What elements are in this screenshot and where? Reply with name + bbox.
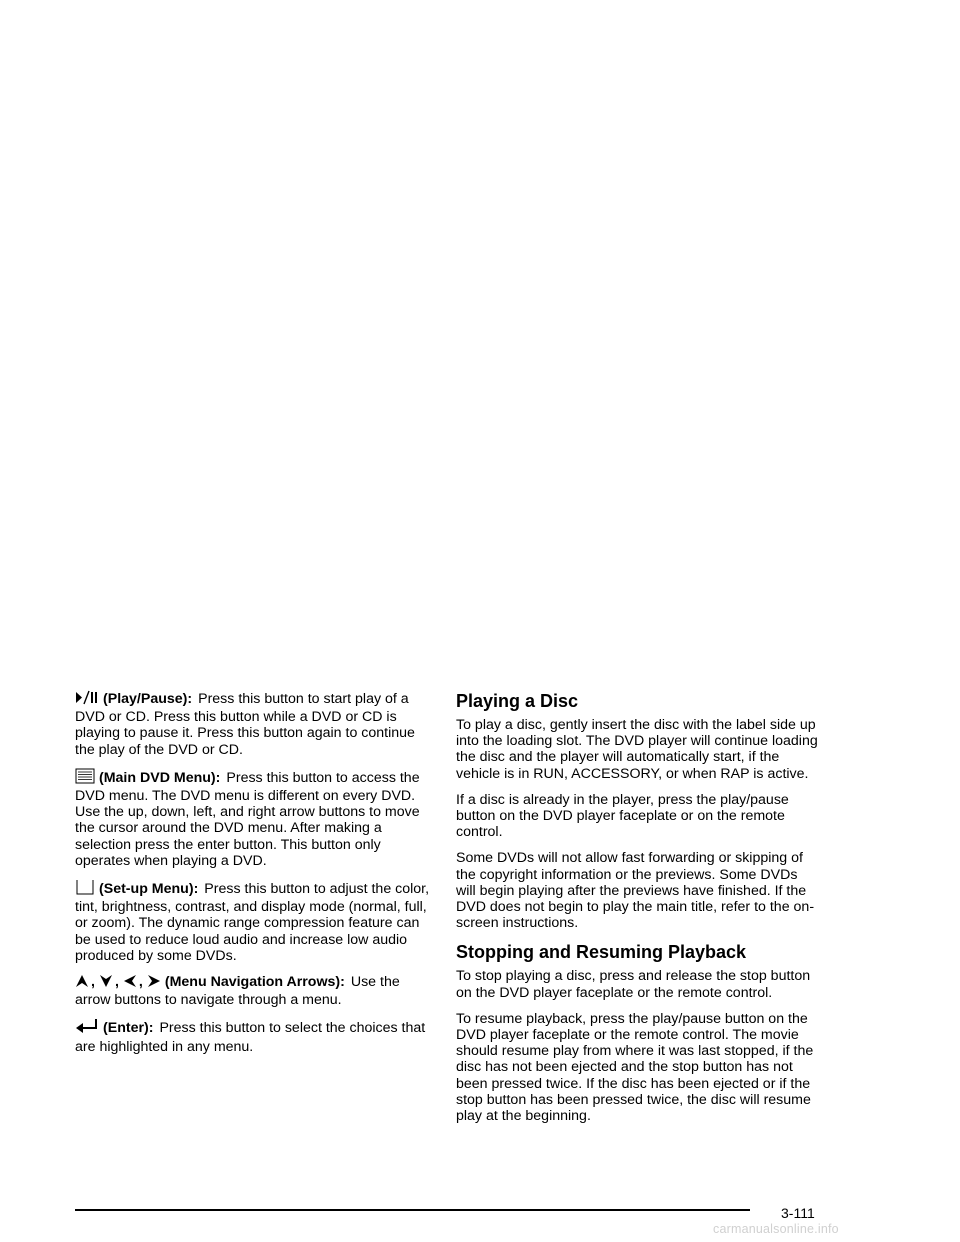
main-menu-icon [75, 768, 95, 788]
setup-menu-icon [75, 879, 95, 899]
play-pause-description [75, 690, 437, 758]
stopping-resuming-heading: Stopping and Resuming Playback [456, 942, 747, 963]
play-pause-icon [75, 690, 99, 709]
right-arrow-icon [147, 974, 161, 992]
enter-text: Press this button to select the choices that are highlighted in any menu. [75, 1020, 426, 1055]
main-menu-text: Press this button to access the DVD menu. The DVD menu is different on every DVD. Use the up, down, left, and right arrow buttons to move the cursor around the DVD menu. After making a selection press the enter button. This button only operates when playing a DVD. [75, 769, 420, 869]
arrow-separator: , [91, 974, 95, 991]
nav-arrows-term: (Menu Navigation Arrows): [164, 974, 345, 991]
watermark: carmanualsonline.info [713, 1222, 839, 1236]
setup-menu-term: (Set-up Menu): [99, 881, 199, 898]
play-pause-term: (Play/Pause): [103, 691, 193, 707]
enter-description [75, 1018, 437, 1054]
setup-menu-text: Press this button to adjust the color, tint, brightness, contrast, and display mode (normal, full, or zoom). The dynamic range compression feature can be used to reduce loud audio and increase low audio produced by some DVDs. [75, 881, 430, 964]
paragraph: To stop playing a disc, press and release the stop button on the DVD player faceplate or the remote control. [456, 968, 811, 1001]
enter-term: (Enter): [103, 1020, 154, 1037]
arrow-separator: , [138, 974, 143, 991]
paragraph: To resume playback, press the play/pause button on the DVD player faceplate or the remote control. The movie should resume play from where it was last stopped, if the disc has not been ejected and the stop button has not been pressed twice. If the disc has been ejected or if the stop button has been pressed twice, the disc will resume play at the beginning. [456, 1010, 814, 1125]
page-number: 3-111 [781, 1205, 815, 1221]
down-arrow-icon [99, 974, 113, 992]
nav-arrows-description [75, 974, 437, 1008]
up-arrow-icon [75, 974, 89, 992]
left-arrow-icon [123, 974, 137, 992]
setup-menu-description [75, 879, 437, 964]
enter-icon [75, 1018, 99, 1038]
footer-rule [75, 1209, 750, 1211]
main-menu-term: (Main DVD Menu): [99, 769, 221, 786]
nav-arrows-text: Use the arrow buttons to navigate through a menu. [75, 974, 400, 1009]
play-pause-text: Press this button to start play of a DVD or CD. Press this button while a DVD or CD is playing to pause it. Press this button again to continue the play of the DVD or CD. [75, 691, 415, 758]
paragraph: To play a disc, gently insert the disc with the label side up into the loading slot. The DVD player will continue loading the disc and the player will automatically start, if the vehicle is in RUN, ACCESSORY, or when RAP is active. [456, 717, 818, 782]
paragraph: Some DVDs will not allow fast forwarding or skipping of the copyright information or the previews. Some DVDs will begin playing after the previews have finished. If the DVD does not begin to play the main title, refer to the on-screen instructions. [456, 850, 815, 932]
arrow-separator: , [114, 974, 119, 991]
main-menu-description [75, 768, 437, 869]
paragraph: If a disc is already in the player, press the play/pause button on the DVD player faceplate or on the remote control. [456, 791, 789, 841]
right-column [456, 690, 818, 1134]
left-column [75, 690, 437, 1065]
playing-a-disc-heading: Playing a Disc [456, 691, 579, 711]
